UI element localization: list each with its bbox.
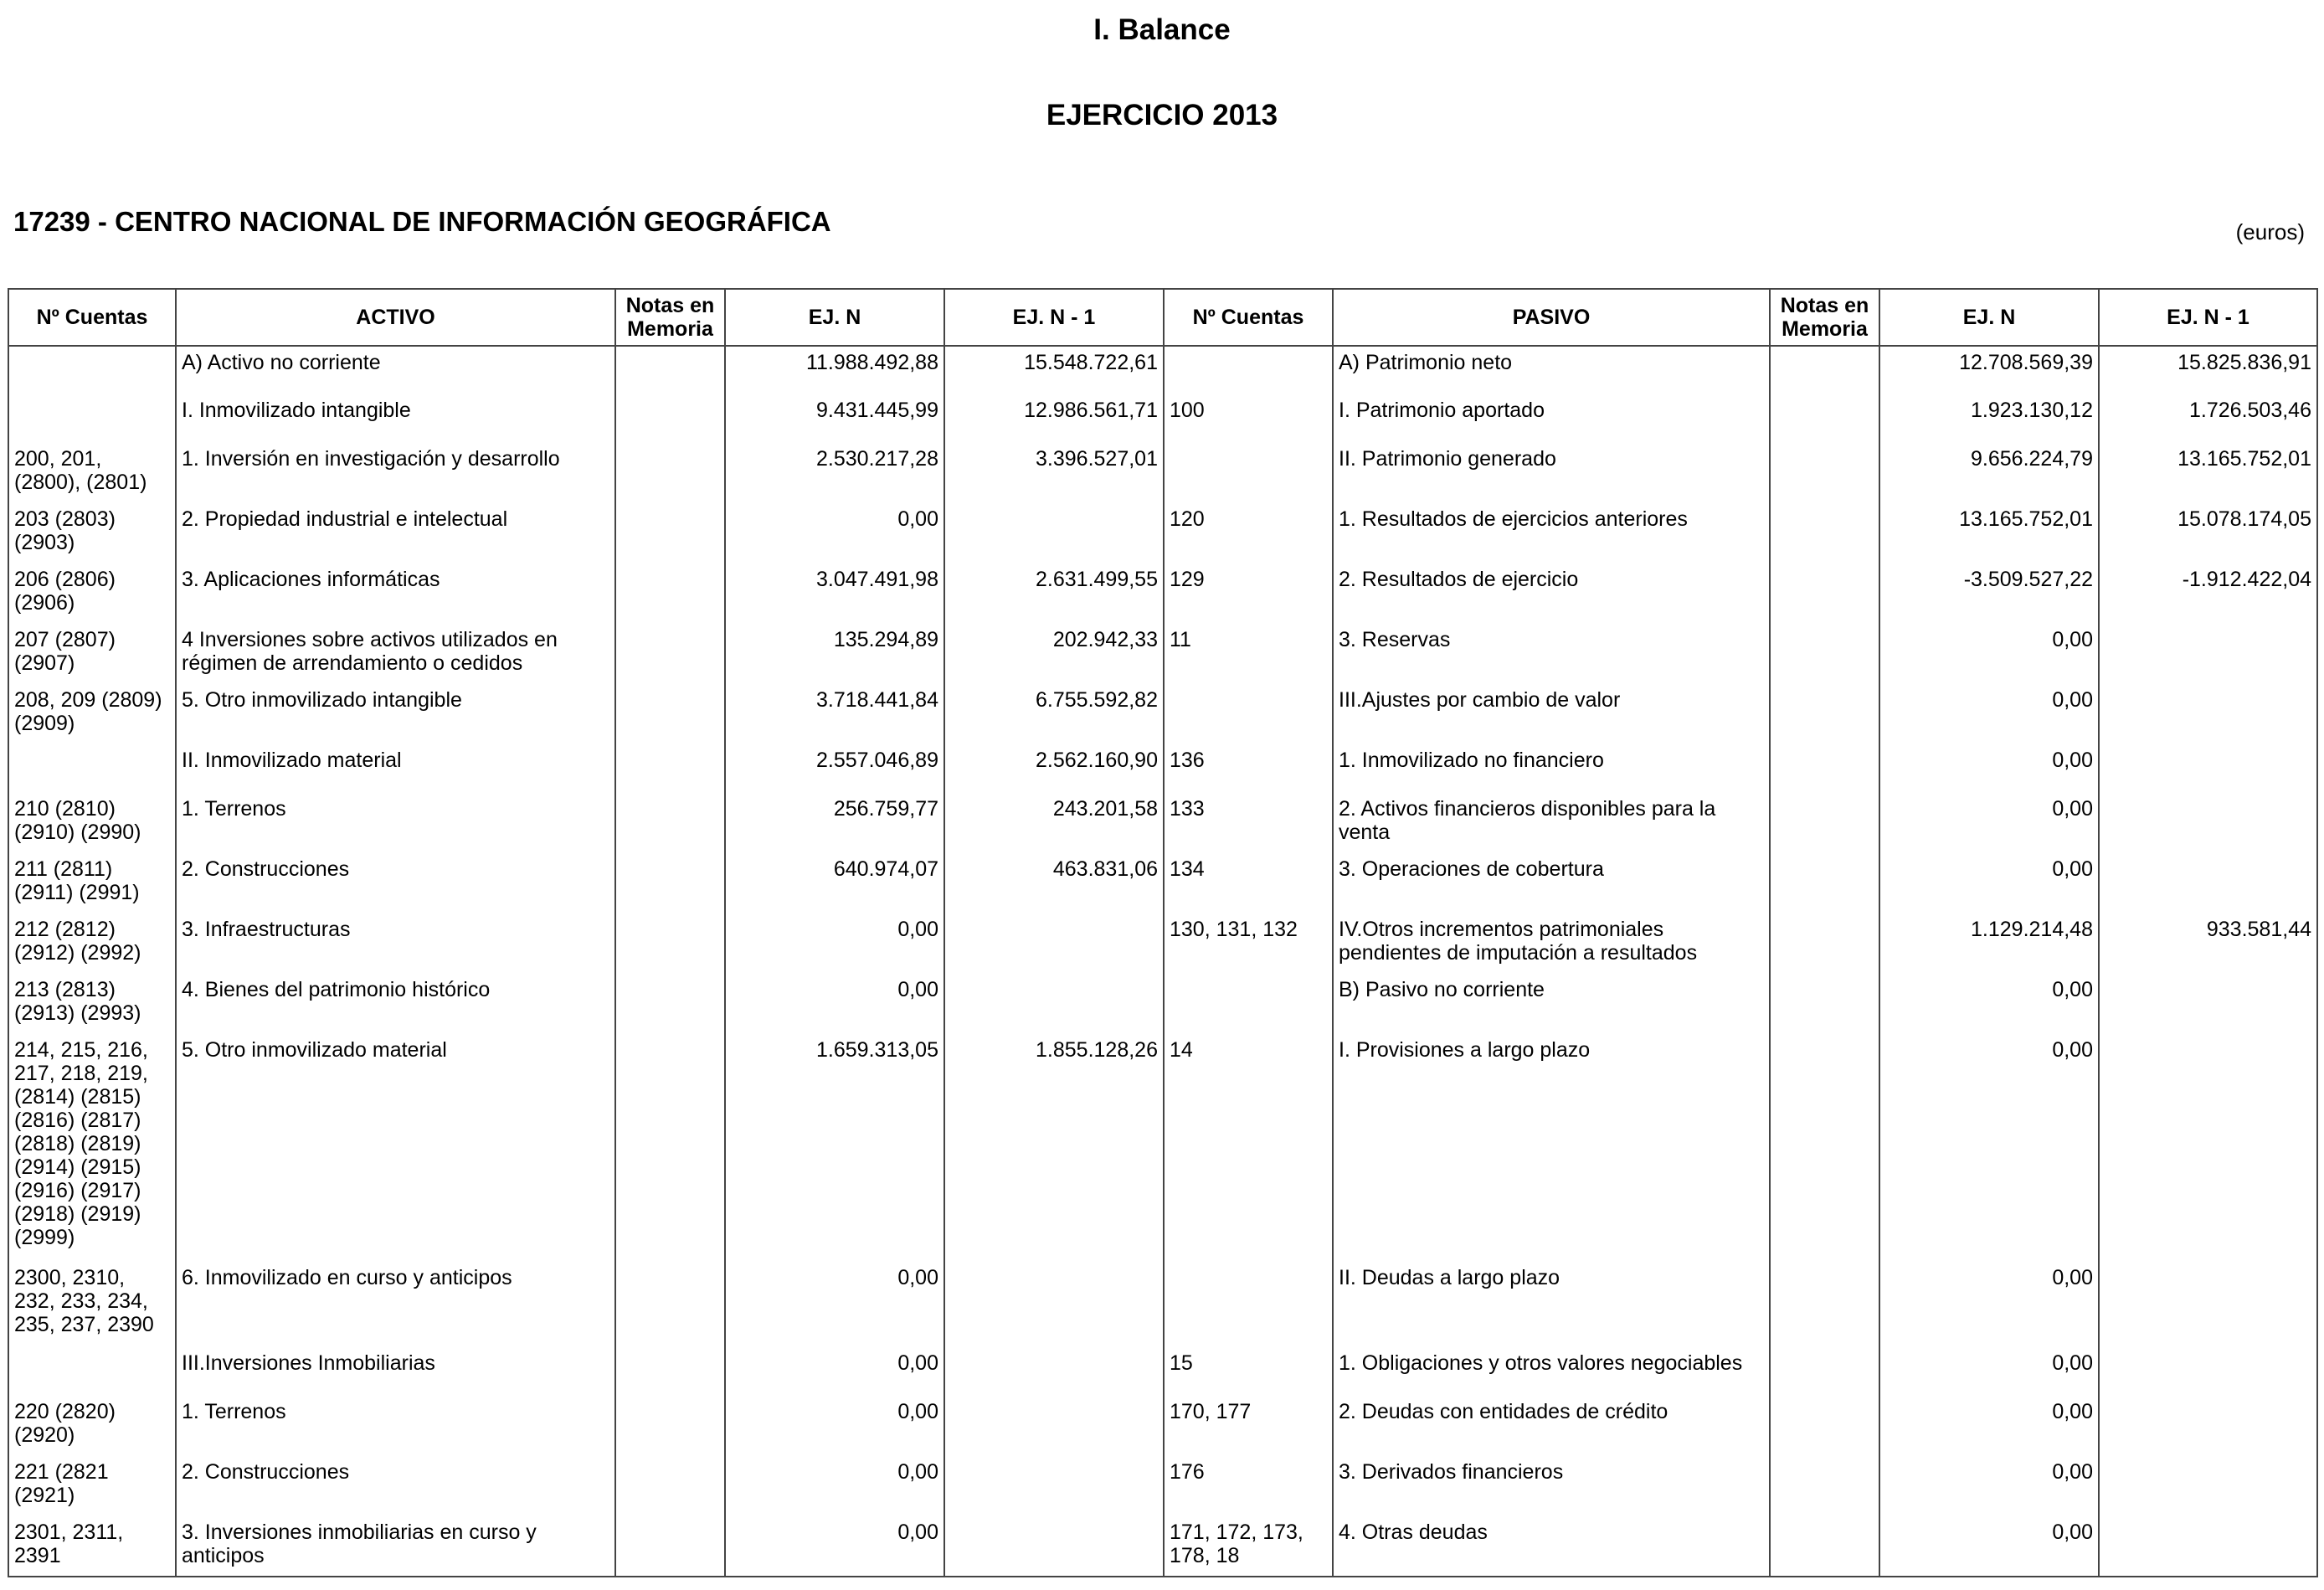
cell-cuentas-pasivo: 14: [1164, 1034, 1333, 1262]
cell-pasivo-label: I. Provisiones a largo plazo: [1333, 1034, 1770, 1262]
cell-ejn1-activo: [944, 974, 1164, 1034]
cell-activo-label: 3. Inversiones inmobiliarias en curso y anticipos: [176, 1516, 615, 1577]
cell-cuentas-pasivo: 170, 177: [1164, 1396, 1333, 1456]
cell-cuentas-activo: [8, 394, 176, 443]
table-row: [8, 974, 2317, 1034]
cell-pasivo-label: B) Pasivo no corriente: [1333, 974, 1770, 1034]
cell-activo-label: 1. Terrenos: [176, 1396, 615, 1456]
cell-notas-activo: [615, 563, 725, 624]
cell-ejn-activo: 11.988.492,88: [725, 346, 944, 394]
table-row: [8, 1347, 2317, 1396]
cell-ejn-pasivo: 0,00: [1879, 684, 2099, 744]
col-header-notas-activo: Notas en Memoria: [615, 289, 725, 346]
cell-cuentas-activo: 2300, 2310, 232, 233, 234, 235, 237, 2390: [8, 1262, 176, 1347]
cell-ejn1-activo: 463.831,06: [944, 853, 1164, 913]
cell-activo-label: 2. Propiedad industrial e intelectual: [176, 503, 615, 563]
table-row: [8, 563, 2317, 624]
col-header-ejn1-activo: EJ. N - 1: [944, 289, 1164, 346]
cell-ejn-activo: 9.431.445,99: [725, 394, 944, 443]
cell-ejn-activo: 640.974,07: [725, 853, 944, 913]
col-header-ejn-activo: EJ. N: [725, 289, 944, 346]
cell-activo-label: 1. Terrenos: [176, 793, 615, 853]
cell-notas-pasivo: [1770, 684, 1879, 744]
cell-cuentas-activo: 207 (2807) (2907): [8, 624, 176, 684]
cell-cuentas-activo: 206 (2806) (2906): [8, 563, 176, 624]
cell-notas-activo: [615, 913, 725, 974]
cell-activo-label: 1. Inversión en investigación y desarrollo: [176, 443, 615, 503]
cell-cuentas-activo: 221 (2821 (2921): [8, 1456, 176, 1516]
col-header-cuentas-activo: Nº Cuentas: [8, 289, 176, 346]
cell-ejn-pasivo: 0,00: [1879, 1396, 2099, 1456]
cell-notas-pasivo: [1770, 793, 1879, 853]
table-row: [8, 913, 2317, 974]
page-title: I. Balance: [1093, 13, 1231, 46]
cell-ejn1-activo: [944, 1456, 1164, 1516]
cell-cuentas-pasivo: 171, 172, 173, 178, 18: [1164, 1516, 1333, 1577]
table-row: [8, 1456, 2317, 1516]
cell-notas-pasivo: [1770, 1347, 1879, 1396]
cell-ejn-pasivo: 9.656.224,79: [1879, 443, 2099, 503]
cell-pasivo-label: 3. Reservas: [1333, 624, 1770, 684]
cell-ejn1-pasivo: [2099, 793, 2317, 853]
cell-ejn-pasivo: 0,00: [1879, 624, 2099, 684]
cell-activo-label: 2. Construcciones: [176, 1456, 615, 1516]
cell-cuentas-pasivo: 176: [1164, 1456, 1333, 1516]
cell-cuentas-pasivo: 11: [1164, 624, 1333, 684]
cell-notas-activo: [615, 744, 725, 793]
cell-ejn1-pasivo: 15.825.836,91: [2099, 346, 2317, 394]
cell-ejn1-pasivo: [2099, 624, 2317, 684]
cell-cuentas-activo: 213 (2813) (2913) (2993): [8, 974, 176, 1034]
currency-unit: (euros): [2235, 219, 2305, 244]
col-header-activo: ACTIVO: [176, 289, 615, 346]
cell-ejn-activo: 0,00: [725, 1347, 944, 1396]
table-row: [8, 744, 2317, 793]
cell-ejn-pasivo: -3.509.527,22: [1879, 563, 2099, 624]
cell-ejn-pasivo: 1.129.214,48: [1879, 913, 2099, 974]
cell-notas-activo: [615, 1034, 725, 1262]
cell-cuentas-pasivo: [1164, 1262, 1333, 1347]
cell-notas-pasivo: [1770, 1396, 1879, 1456]
cell-notas-pasivo: [1770, 913, 1879, 974]
cell-notas-activo: [615, 684, 725, 744]
table-row: [8, 1034, 2317, 1262]
cell-notas-pasivo: [1770, 394, 1879, 443]
cell-ejn1-activo: [944, 1396, 1164, 1456]
cell-notas-activo: [615, 624, 725, 684]
cell-ejn-pasivo: 13.165.752,01: [1879, 503, 2099, 563]
table-row: [8, 394, 2317, 443]
cell-ejn-activo: 0,00: [725, 1456, 944, 1516]
cell-ejn-pasivo: 0,00: [1879, 793, 2099, 853]
cell-ejn-activo: 0,00: [725, 503, 944, 563]
cell-pasivo-label: II. Patrimonio generado: [1333, 443, 1770, 503]
cell-cuentas-pasivo: 15: [1164, 1347, 1333, 1396]
cell-cuentas-activo: 211 (2811) (2911) (2991): [8, 853, 176, 913]
cell-cuentas-pasivo: 120: [1164, 503, 1333, 563]
cell-ejn1-pasivo: 13.165.752,01: [2099, 443, 2317, 503]
cell-ejn-activo: 3.718.441,84: [725, 684, 944, 744]
cell-activo-label: 2. Construcciones: [176, 853, 615, 913]
cell-activo-label: 5. Otro inmovilizado material: [176, 1034, 615, 1262]
cell-pasivo-label: 2. Resultados de ejercicio: [1333, 563, 1770, 624]
cell-notas-pasivo: [1770, 624, 1879, 684]
cell-ejn1-pasivo: 933.581,44: [2099, 913, 2317, 974]
table-row: [8, 684, 2317, 744]
cell-notas-activo: [615, 1262, 725, 1347]
cell-notas-pasivo: [1770, 443, 1879, 503]
cell-cuentas-pasivo: 133: [1164, 793, 1333, 853]
cell-notas-activo: [615, 1516, 725, 1577]
cell-cuentas-activo: 210 (2810) (2910) (2990): [8, 793, 176, 853]
col-header-ejn-pasivo: EJ. N: [1879, 289, 2099, 346]
cell-pasivo-label: A) Patrimonio neto: [1333, 346, 1770, 394]
cell-notas-activo: [615, 394, 725, 443]
cell-cuentas-pasivo: [1164, 684, 1333, 744]
cell-activo-label: 5. Otro inmovilizado intangible: [176, 684, 615, 744]
cell-ejn-pasivo: 0,00: [1879, 744, 2099, 793]
cell-notas-pasivo: [1770, 563, 1879, 624]
cell-notas-activo: [615, 346, 725, 394]
cell-activo-label: 3. Infraestructuras: [176, 913, 615, 974]
cell-ejn1-activo: 3.396.527,01: [944, 443, 1164, 503]
cell-cuentas-pasivo: 136: [1164, 744, 1333, 793]
balance-table: [8, 288, 2318, 1577]
col-header-notas-pasivo: Notas en Memoria: [1770, 289, 1879, 346]
cell-ejn-pasivo: 0,00: [1879, 1347, 2099, 1396]
cell-cuentas-pasivo: [1164, 974, 1333, 1034]
cell-cuentas-pasivo: 100: [1164, 394, 1333, 443]
cell-ejn-pasivo: 0,00: [1879, 1262, 2099, 1347]
cell-cuentas-activo: [8, 744, 176, 793]
cell-notas-activo: [615, 503, 725, 563]
cell-ejn1-activo: 6.755.592,82: [944, 684, 1164, 744]
cell-cuentas-activo: 208, 209 (2809) (2909): [8, 684, 176, 744]
cell-cuentas-activo: 212 (2812) (2912) (2992): [8, 913, 176, 974]
cell-ejn-pasivo: 0,00: [1879, 1456, 2099, 1516]
table-row: [8, 1516, 2317, 1577]
cell-ejn-pasivo: 0,00: [1879, 974, 2099, 1034]
cell-notas-pasivo: [1770, 1516, 1879, 1577]
col-header-cuentas-pasivo: Nº Cuentas: [1164, 289, 1333, 346]
table-row: [8, 503, 2317, 563]
cell-ejn1-pasivo: [2099, 1262, 2317, 1347]
cell-notas-pasivo: [1770, 853, 1879, 913]
cell-cuentas-pasivo: [1164, 443, 1333, 503]
cell-pasivo-label: 3. Derivados financieros: [1333, 1456, 1770, 1516]
cell-notas-pasivo: [1770, 503, 1879, 563]
cell-cuentas-activo: [8, 1347, 176, 1396]
cell-ejn-activo: 3.047.491,98: [725, 563, 944, 624]
table-row: [8, 346, 2317, 394]
entity-name: 17239 - CENTRO NACIONAL DE INFORMACIÓN GEOGRÁFICA: [13, 206, 831, 237]
cell-pasivo-label: 4. Otras deudas: [1333, 1516, 1770, 1577]
cell-ejn-activo: 0,00: [725, 1396, 944, 1456]
cell-ejn-pasivo: 1.923.130,12: [1879, 394, 2099, 443]
cell-ejn1-pasivo: [2099, 1396, 2317, 1456]
cell-ejn1-pasivo: [2099, 1516, 2317, 1577]
cell-ejn1-pasivo: [2099, 684, 2317, 744]
table-row: [8, 1396, 2317, 1456]
cell-activo-label: 3. Aplicaciones informáticas: [176, 563, 615, 624]
cell-ejn-activo: 256.759,77: [725, 793, 944, 853]
cell-notas-activo: [615, 1396, 725, 1456]
cell-cuentas-pasivo: 129: [1164, 563, 1333, 624]
cell-pasivo-label: I. Patrimonio aportado: [1333, 394, 1770, 443]
cell-activo-label: III.Inversiones Inmobiliarias: [176, 1347, 615, 1396]
cell-cuentas-pasivo: 134: [1164, 853, 1333, 913]
cell-activo-label: A) Activo no corriente: [176, 346, 615, 394]
table-row: [8, 853, 2317, 913]
cell-ejn-activo: 0,00: [725, 913, 944, 974]
cell-ejn1-pasivo: [2099, 1456, 2317, 1516]
cell-ejn-activo: 2.530.217,28: [725, 443, 944, 503]
cell-notas-pasivo: [1770, 1262, 1879, 1347]
cell-ejn1-activo: [944, 503, 1164, 563]
cell-cuentas-activo: 200, 201, (2800), (2801): [8, 443, 176, 503]
cell-cuentas-activo: 220 (2820) (2920): [8, 1396, 176, 1456]
header-row: [8, 289, 2317, 346]
cell-notas-pasivo: [1770, 346, 1879, 394]
cell-ejn-activo: 0,00: [725, 1262, 944, 1347]
cell-activo-label: 4. Bienes del patrimonio histórico: [176, 974, 615, 1034]
cell-pasivo-label: 1. Obligaciones y otros valores negociables: [1333, 1347, 1770, 1396]
fiscal-year-title: EJERCICIO 2013: [1046, 99, 1278, 131]
cell-ejn1-pasivo: [2099, 744, 2317, 793]
cell-ejn1-pasivo: [2099, 1034, 2317, 1262]
cell-ejn1-activo: 12.986.561,71: [944, 394, 1164, 443]
cell-ejn1-activo: 2.562.160,90: [944, 744, 1164, 793]
cell-notas-activo: [615, 1347, 725, 1396]
cell-notas-activo: [615, 974, 725, 1034]
cell-ejn-pasivo: 0,00: [1879, 1516, 2099, 1577]
cell-pasivo-label: II. Deudas a largo plazo: [1333, 1262, 1770, 1347]
cell-ejn1-activo: [944, 1347, 1164, 1396]
cell-cuentas-activo: 2301, 2311, 2391: [8, 1516, 176, 1577]
cell-notas-pasivo: [1770, 1456, 1879, 1516]
cell-ejn-pasivo: 12.708.569,39: [1879, 346, 2099, 394]
cell-ejn1-pasivo: [2099, 853, 2317, 913]
cell-activo-label: 6. Inmovilizado en curso y anticipos: [176, 1262, 615, 1347]
table-row: [8, 443, 2317, 503]
cell-notas-pasivo: [1770, 1034, 1879, 1262]
cell-ejn1-pasivo: [2099, 974, 2317, 1034]
table-row: [8, 793, 2317, 853]
cell-pasivo-label: 3. Operaciones de cobertura: [1333, 853, 1770, 913]
cell-ejn1-activo: 202.942,33: [944, 624, 1164, 684]
cell-ejn-activo: 135.294,89: [725, 624, 944, 684]
cell-ejn1-pasivo: 1.726.503,46: [2099, 394, 2317, 443]
cell-notas-pasivo: [1770, 744, 1879, 793]
cell-activo-label: I. Inmovilizado intangible: [176, 394, 615, 443]
cell-notas-activo: [615, 793, 725, 853]
cell-cuentas-pasivo: [1164, 346, 1333, 394]
cell-pasivo-label: IV.Otros incrementos patrimoniales pendientes de imputación a resultados: [1333, 913, 1770, 974]
cell-notas-activo: [615, 1456, 725, 1516]
cell-ejn-pasivo: 0,00: [1879, 1034, 2099, 1262]
cell-pasivo-label: 1. Resultados de ejercicios anteriores: [1333, 503, 1770, 563]
cell-ejn1-activo: [944, 1262, 1164, 1347]
cell-cuentas-pasivo: 130, 131, 132: [1164, 913, 1333, 974]
cell-activo-label: II. Inmovilizado material: [176, 744, 615, 793]
cell-cuentas-activo: [8, 346, 176, 394]
cell-ejn1-activo: 2.631.499,55: [944, 563, 1164, 624]
cell-cuentas-activo: 214, 215, 216, 217, 218, 219, (2814) (2815) (2816) (2817) (2818) (2819) (2914) (2915) (2916) (2917) (2918) (2919) (2999): [8, 1034, 176, 1262]
cell-activo-label: 4 Inversiones sobre activos utilizados en régimen de arrendamiento o cedidos: [176, 624, 615, 684]
cell-notas-pasivo: [1770, 974, 1879, 1034]
cell-notas-activo: [615, 853, 725, 913]
cell-notas-activo: [615, 443, 725, 503]
cell-pasivo-label: 1. Inmovilizado no financiero: [1333, 744, 1770, 793]
cell-ejn-activo: 2.557.046,89: [725, 744, 944, 793]
cell-ejn1-activo: [944, 913, 1164, 974]
cell-pasivo-label: 2. Deudas con entidades de crédito: [1333, 1396, 1770, 1456]
cell-ejn1-pasivo: [2099, 1347, 2317, 1396]
cell-ejn-activo: 1.659.313,05: [725, 1034, 944, 1262]
col-header-ejn1-pasivo: EJ. N - 1: [2099, 289, 2317, 346]
cell-ejn1-pasivo: 15.078.174,05: [2099, 503, 2317, 563]
cell-pasivo-label: 2. Activos financieros disponibles para la venta: [1333, 793, 1770, 853]
cell-ejn1-activo: 243.201,58: [944, 793, 1164, 853]
cell-cuentas-activo: 203 (2803) (2903): [8, 503, 176, 563]
cell-ejn1-activo: 1.855.128,26: [944, 1034, 1164, 1262]
cell-ejn-activo: 0,00: [725, 974, 944, 1034]
cell-ejn1-activo: 15.548.722,61: [944, 346, 1164, 394]
table-row: [8, 624, 2317, 684]
cell-ejn1-pasivo: -1.912.422,04: [2099, 563, 2317, 624]
table-row: [8, 1262, 2317, 1347]
cell-ejn1-activo: [944, 1516, 1164, 1577]
cell-ejn-pasivo: 0,00: [1879, 853, 2099, 913]
cell-pasivo-label: III.Ajustes por cambio de valor: [1333, 684, 1770, 744]
col-header-pasivo: PASIVO: [1333, 289, 1770, 346]
cell-ejn-activo: 0,00: [725, 1516, 944, 1577]
